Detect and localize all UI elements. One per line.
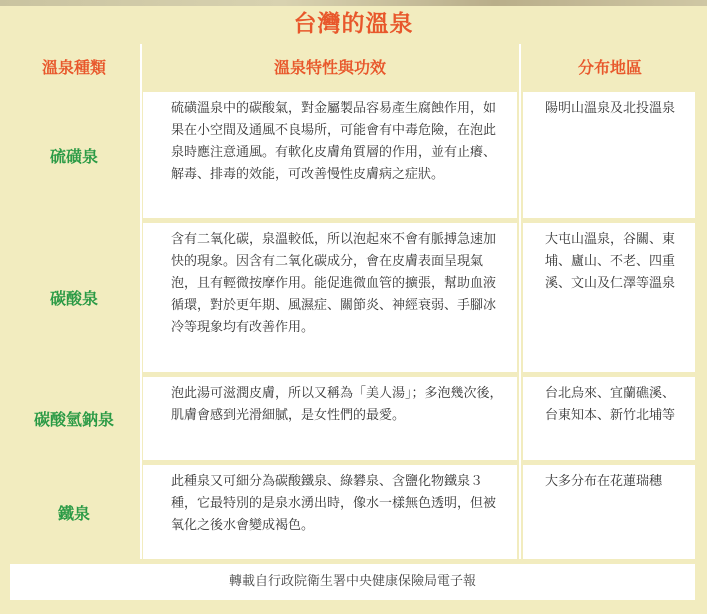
source-footer: 轉載自行政院衛生署中央健康保險局電子報 (10, 564, 695, 600)
row-iron-location: 大多分布在花蓮瑞穗 (523, 465, 695, 559)
header-spring-type: 溫泉種類 (41, 57, 106, 77)
row-carbonate-description: 含有二氧化碳，泉溫較低，所以泡起來不會有脈搏急速加快的現象。因含有二氧化碳成分，會在皮膚表面呈現氣泡，且有輕微按摩作用。能促進微血管的擴張，幫助血液循環，對於更年期、風濕症、關節炎、神經衰弱、手腳冰冷等現象均有改善作用。 (143, 223, 517, 372)
row-iron-description: 此種泉又可細分為碳酸鐵泉、綠礬泉、含鹽化物鐵泉３種，它最特別的是泉水湧出時，像水一樣無色透明，但被氧化之後水會變成褐色。 (143, 465, 517, 559)
row-carbonate-location: 大屯山溫泉，谷關、東埔、廬山、不老、四重溪、文山及仁澤等溫泉 (523, 223, 695, 372)
row-bicarbonate-name: 碳酸氫鈉泉 (33, 410, 114, 429)
row-iron-name: 鐵泉 (57, 503, 90, 523)
column-divider (519, 44, 521, 559)
row-sulfur-name: 硫磺泉 (49, 146, 98, 166)
row-sulfur-description: 硫磺溫泉中的碳酸氣，對金屬製品容易產生腐蝕作用，如果在小空間及通風不良場所，可能會有中毒危險，在泡此泉時應注意通風。有軟化皮膚角質層的作用，並有止癢、解毒、排毒的效能，可改善慢性皮膚病之症狀。 (143, 92, 517, 218)
header-distribution: 分布地區 (577, 57, 642, 77)
row-bicarbonate-description: 泡此湯可滋潤皮膚，所以又稱為「美人湯」；多泡幾次後，肌膚會感到光滑細膩，是女性們的最愛。 (143, 377, 517, 460)
column-divider (140, 44, 142, 559)
row-carbonate-name: 碳酸泉 (49, 289, 98, 308)
row-bicarbonate-location: 台北烏來、宜蘭礁溪、台東知本、新竹北埔等 (523, 377, 695, 460)
page-title: 台灣的溫泉 (293, 11, 414, 37)
header-features: 溫泉特性與功效 (273, 57, 386, 77)
row-sulfur-location: 陽明山溫泉及北投溫泉 (523, 92, 695, 218)
